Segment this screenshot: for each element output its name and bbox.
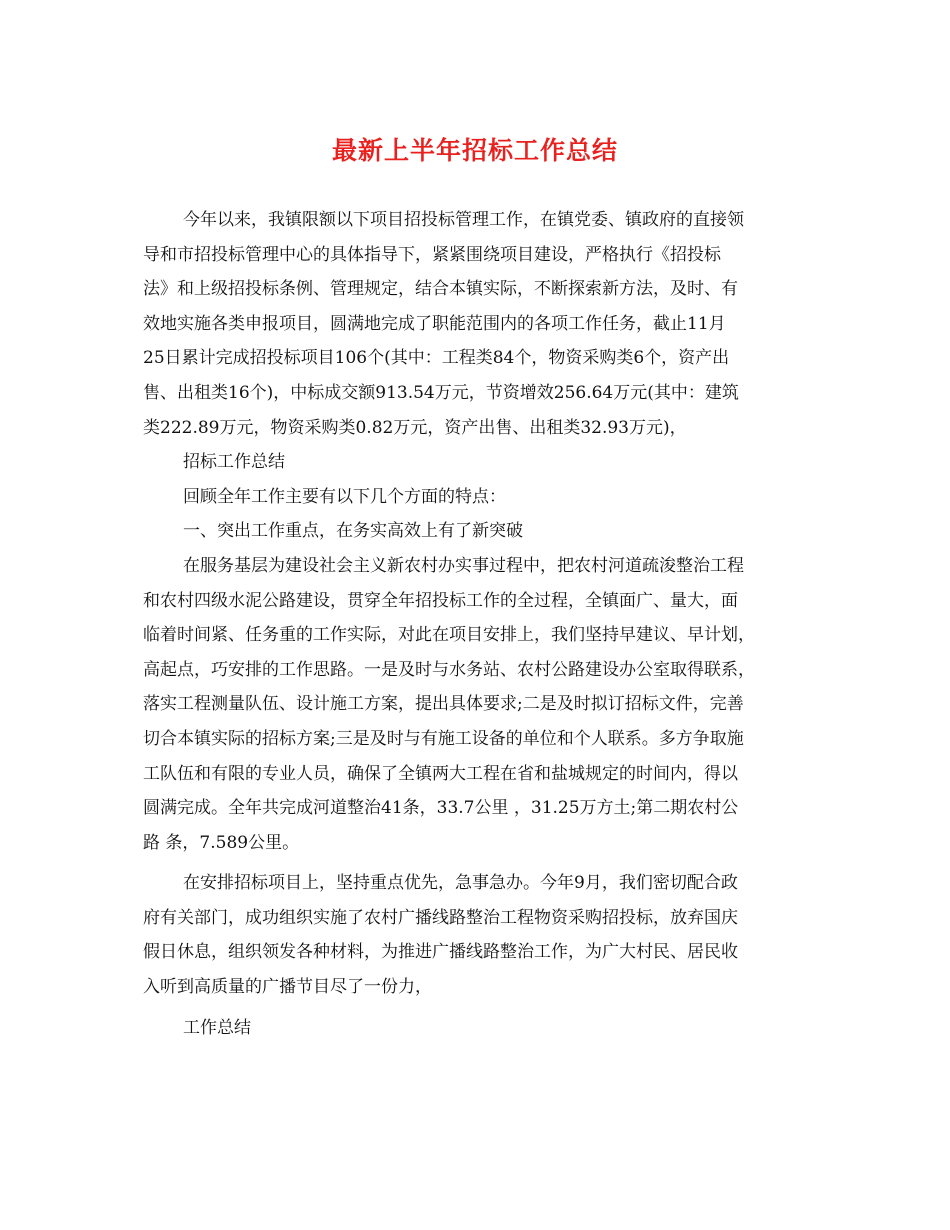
section-heading: 一、突出工作重点，在务实高效上有了新突破 [183,521,523,542]
paragraph-priority [143,866,813,1004]
paragraph-footer-heading: 工作总结 [183,1017,251,1038]
paragraph-review: 回顾全年工作主要有以下几个方面的特点： [183,486,506,507]
text-line: 在服务基层为建设社会主义新农村办实事过程中，把农村河道疏浚整治工程 [183,555,744,576]
paragraph-service [143,549,813,860]
paragraph-subheading: 招标工作总结 [183,452,285,473]
text-line: 25日累计完成招投标项目106个(其中：工程类84个，物资采购类6个，资产出 [143,348,730,369]
text-line: 和农村四级水泥公路建设，贯穿全年招投标工作的全过程，全镇面广、量大，面 [143,590,738,611]
text-line: 效地实施各类申报项目，圆满地完成了职能范围内的各项工作任务，截止11月 [143,313,726,334]
text-line: 圆满完成。全年共完成河道整治41条，33.7公里 ，31.25万方土;第二期农村公 [143,798,739,819]
text-line: 工队伍和有限的专业人员，确保了全镇两大工程在省和盐城规定的时间内，得以 [143,763,738,784]
text-line: 类222.89万元，物资采购类0.82万元，资产出售、出租类32.93万元)， [143,417,687,438]
text-line: 在安排招标项目上，坚持重点优先，急事急办。今年9月，我们密切配合政 [183,873,738,894]
text-line: 路 条，7.589公里。 [143,832,300,853]
document-body [143,203,813,1045]
text-line: 售、出租类16个)，中标成交额913.54万元，节资增效256.64万元(其中：建筑 [143,382,739,403]
document-title: 最新上半年招标工作总结 [331,136,618,165]
paragraph-intro [143,203,813,445]
text-line: 切合本镇实际的招标方案;三是及时与有施工设备的单位和个人联系。多方争取施 [143,728,744,749]
text-line: 今年以来，我镇限额以下项目招投标管理工作，在镇党委、镇政府的直接领 [183,210,744,230]
text-line: 高起点，巧安排的工作思路。一是及时与水务站、农村公路建设办公室取得联系， [143,659,755,680]
text-line: 假日休息，组织领发各种材料，为推进广播线路整治工作，为广大村民、居民收 [143,942,738,963]
text-line: 法》和上级招投标条例、管理规定，结合本镇实际，不断探索新方法，及时、有 [143,279,738,300]
text-line: 府有关部门，成功组织实施了农村广播线路整治工程物资采购招投标，放弃国庆 [143,907,738,928]
text-line: 入听到高质量的广播节目尽了一份力， [143,977,432,998]
text-line: 落实工程测量队伍、设计施工方案，提出具体要求;二是及时拟订招标文件，完善 [143,694,744,715]
text-line: 临着时间紧、任务重的工作实际，对此在项目安排上，我们坚持早建议、早计划， [143,625,755,646]
text-line: 导和市招投标管理中心的具体指导下，紧紧围绕项目建设，严格执行《招投标 [143,244,721,265]
